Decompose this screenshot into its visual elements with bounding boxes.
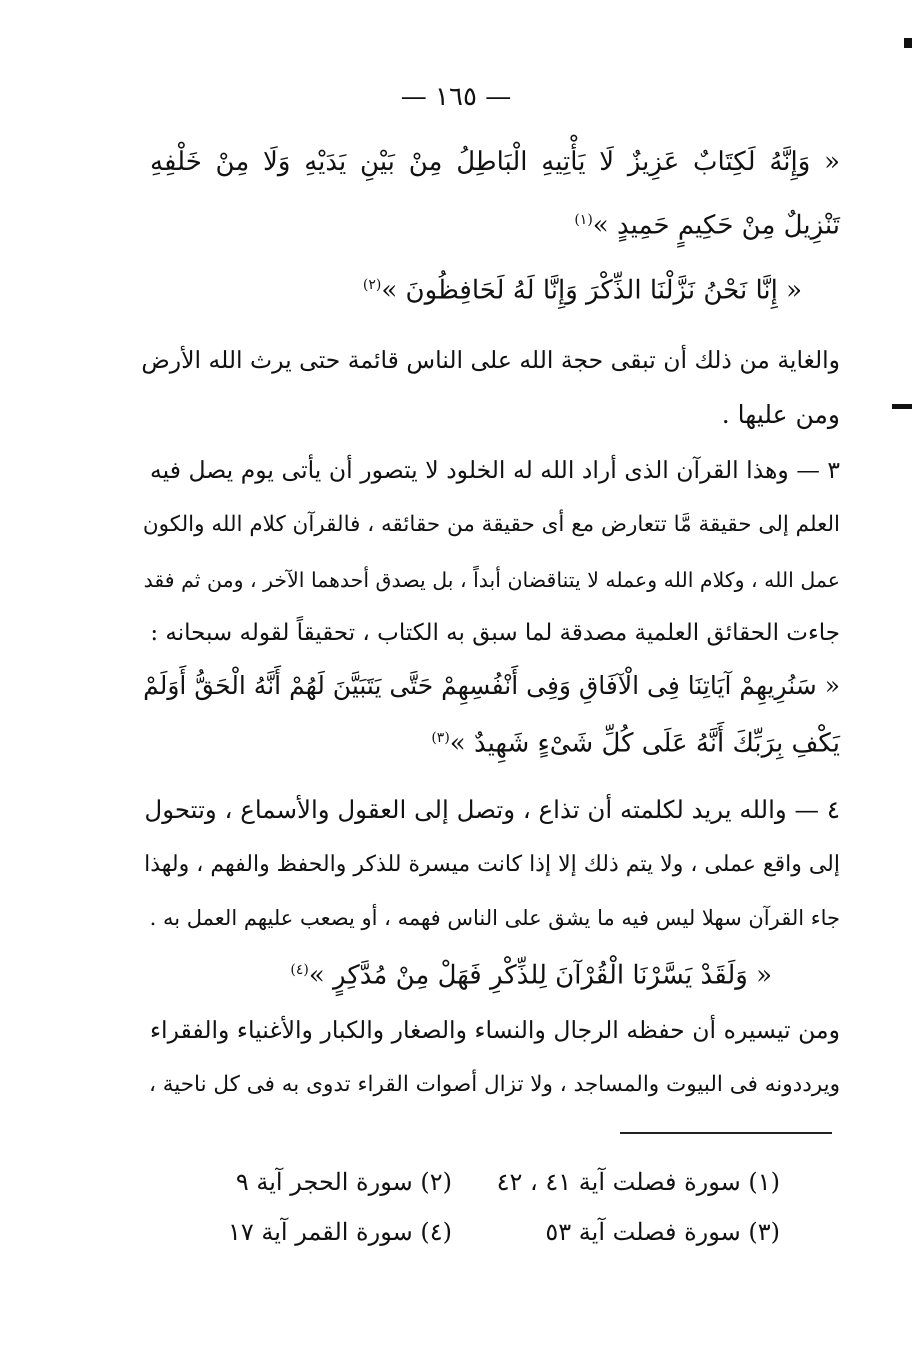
footnote-ref-1: (١) — [574, 212, 593, 228]
scan-edge-mark-middle — [892, 404, 912, 409]
paragraph-3-line-2: إلى واقع عملى ، ولا يتم ذلك إلا إذا كانت ميسرة للذكر والحفظ والفهم ، ولهذا — [144, 852, 840, 877]
paragraph-2-line-3: عمل الله ، وكلام الله وعمله لا يتناقضان أبداً ، بل يصدق أحدهما الآخر ، ومن ثم فقد — [143, 568, 840, 592]
footnote-4: (٤) سورة القمر آية ١٧ — [227, 1218, 452, 1246]
verse-1-line-2 — [574, 200, 840, 246]
paragraph-2-line-2: العلم إلى حقيقة مَّا تتعارض مع أى حقيقة من حقائقه ، فالقرآن كلام الله والكون — [142, 512, 840, 537]
footnote-1: (١) سورة فصلت آية ٤١ ، ٤٢ — [496, 1168, 780, 1196]
paragraph-1-line-2: ومن عليها . — [721, 400, 840, 429]
paragraph-2-line-1: ٣ — وهذا القرآن الذى أراد الله له الخلود لا يتصور أن يأتى يوم يصل فيه — [150, 456, 840, 484]
paragraph-4-line-1: ومن تيسيره أن حفظه الرجال والنساء والصغار والكبار والأغنياء والفقراء — [150, 1016, 840, 1044]
paragraph-3-line-1: ٤ — والله يريد لكلمته أن تذاع ، وتصل إلى العقول والأسماع ، وتتحول — [144, 795, 840, 824]
footnote-divider — [620, 1132, 832, 1134]
paragraph-3-line-3: جاء القرآن سهلا ليس فيه ما يشق على الناس فهمه ، أو يصعب عليهم العمل به . — [149, 906, 840, 930]
verse-4 — [290, 950, 772, 996]
scan-edge-mark-top — [904, 38, 912, 48]
verse-2-text: « إِنَّا نَحْنُ نَزَّلْنَا الذِّكْرَ وَإِنَّا لَهُ لَحَافِظُونَ » — [381, 275, 802, 306]
footnote-ref-3: (٣) — [431, 730, 450, 746]
verse-1-line-1: « وَإِنَّهُ لَكِتَابٌ عَزِيزٌ لَا يَأْتِيهِ الْبَاطِلُ مِنْ بَيْنِ يَدَيْهِ وَلَا مِنْ خَلْفِهِ — [150, 147, 840, 177]
verse-3-line-2 — [431, 718, 840, 764]
page-number: — ١٦٥ — — [400, 82, 512, 112]
verse-3-line-1: « سَنُرِيهِمْ آيَاتِنَا فِى الْآفَاقِ وَفِى أَنْفُسِهِمْ حَتَّى يَتَبَيَّنَ لَهُمْ أَنَّهُ الْحَقُّ أَوَلَمْ — [143, 671, 840, 700]
paragraph-1-line-1: والغاية من ذلك أن تبقى حجة الله على الناس قائمة حتى يرث الله الأرض — [141, 346, 840, 374]
footnote-ref-2: (٢) — [362, 277, 382, 293]
verse-3-line-2-text: يَكْفِ بِرَبِّكَ أَنَّهُ عَلَى كُلِّ شَىْءٍ شَهِيدٌ » — [449, 728, 840, 759]
paragraph-4-line-2: ويرددونه فى البيوت والمساجد ، ولا تزال أصوات القراء تدوى به فى كل ناحية ، — [148, 1072, 840, 1097]
footnote-2: (٢) سورة الحجر آية ٩ — [235, 1168, 452, 1196]
footnote-ref-4: (٤) — [290, 962, 309, 978]
footnote-3: (٣) سورة فصلت آية ٥٣ — [545, 1218, 780, 1246]
verse-1-line-2-text: تَنْزِيلٌ مِنْ حَكِيمٍ حَمِيدٍ » — [592, 210, 840, 241]
paragraph-2-line-4: جاءت الحقائق العلمية مصدقة لما سبق به الكتاب ، تحقيقاً لقوله سبحانه : — [150, 620, 840, 646]
verse-4-text: « وَلَقَدْ يَسَّرْنَا الْقُرْآنَ لِلذِّكْرِ فَهَلْ مِنْ مُدَّكِرٍ » — [308, 960, 772, 991]
verse-2 — [363, 265, 802, 311]
